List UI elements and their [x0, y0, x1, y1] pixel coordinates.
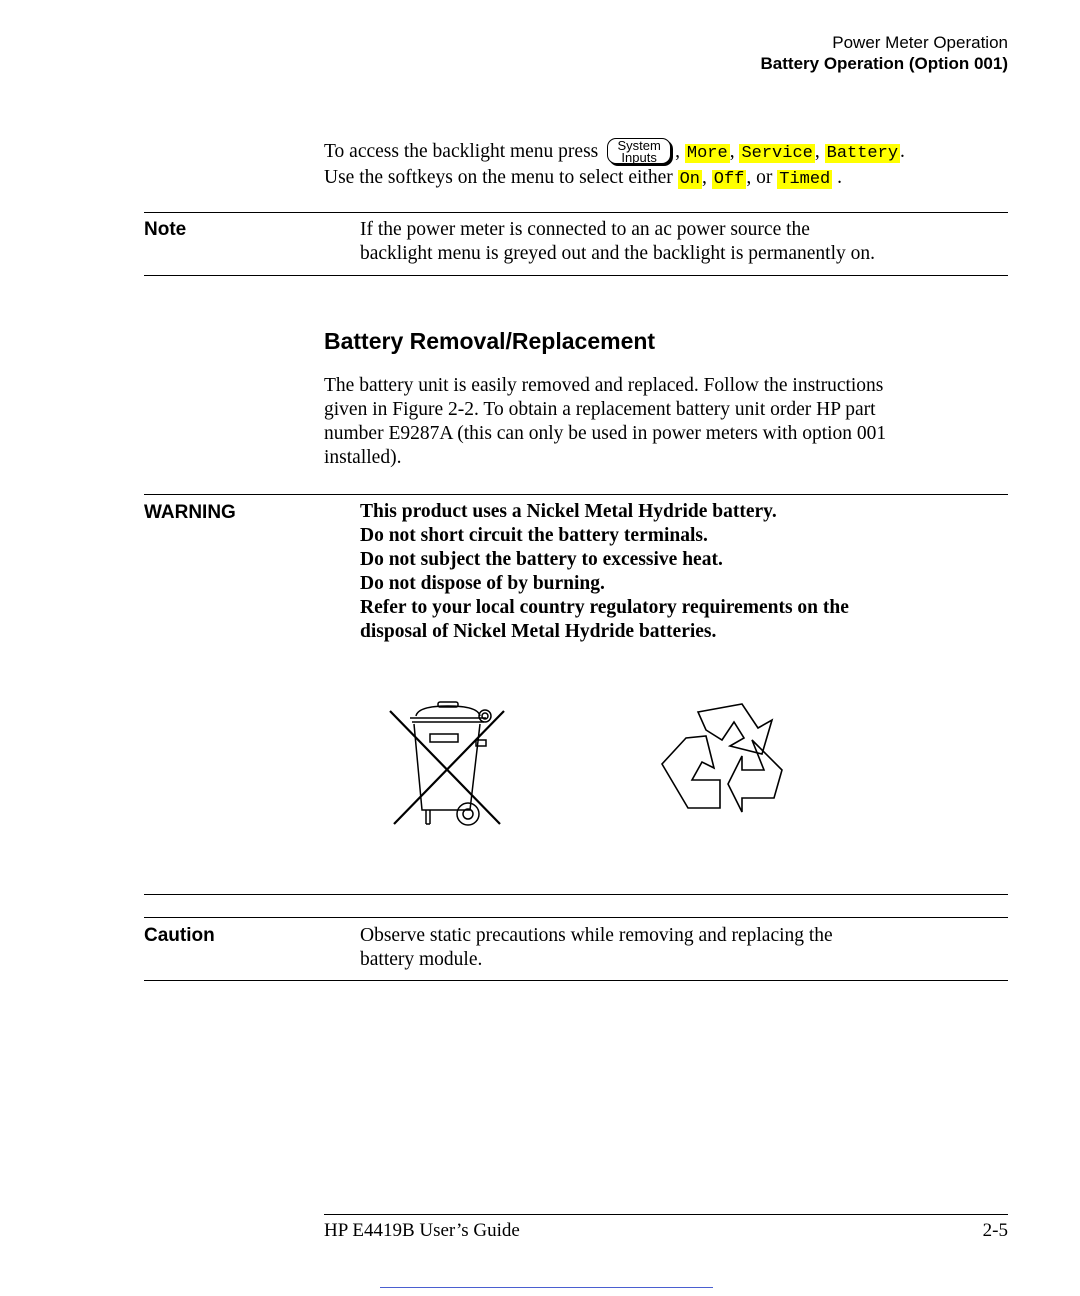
- footer-rule: [324, 1214, 1008, 1215]
- softkey-off: Off: [713, 170, 745, 189]
- softkey-battery: Battery: [826, 144, 899, 163]
- intro-paragraph: [324, 138, 1014, 192]
- note-top-rule: [144, 212, 1008, 213]
- caution-label: Caution: [144, 925, 215, 946]
- caution-text: [360, 924, 1000, 972]
- paragraph-line-4: installed).: [324, 447, 402, 468]
- header-chapter: Power Meter Operation: [832, 33, 1008, 52]
- softkey-more: More: [686, 144, 728, 163]
- caution-bottom-rule: [144, 980, 1008, 981]
- key-label-top: System: [617, 138, 661, 153]
- softkey-on: On: [679, 170, 701, 189]
- note-label: Note: [144, 219, 187, 240]
- recycle-icon: [658, 700, 788, 828]
- warning-line-1: This product uses a Nickel Metal Hydride battery.: [360, 501, 777, 522]
- note-line-1: If the power meter is connected to an ac power source the: [360, 219, 810, 240]
- warning-line-2: Do not short circuit the battery terminals.: [360, 525, 708, 546]
- note-text: [360, 218, 1000, 266]
- note-line-2: backlight menu is greyed out and the backlight is permanently on.: [360, 243, 875, 264]
- running-header: [761, 32, 1008, 74]
- paragraph-line-1: The battery unit is easily removed and replaced. Follow the instructions: [324, 375, 884, 396]
- section-heading: Battery Removal/Replacement: [324, 328, 656, 354]
- warning-top-rule: [144, 494, 1008, 495]
- note-bottom-rule: [144, 275, 1008, 276]
- bottom-link-underline: [380, 1287, 713, 1288]
- figure-bottom-rule: [144, 894, 1008, 895]
- intro-line-1: To access the backlight menu press System Inputs , More , Service , Battery .: [324, 138, 905, 165]
- warning-line-3: Do not subject the battery to excessive heat.: [360, 549, 723, 570]
- intro-line-2: Use the softkeys on the menu to select either On , Off , or Timed .: [324, 167, 843, 189]
- intro-line1-text: To access the backlight menu press: [324, 141, 599, 162]
- warning-line-5: Refer to your local country regulatory requirements on the: [360, 597, 849, 618]
- crossed-bin-icon: [386, 700, 510, 830]
- warning-text: [360, 500, 1000, 644]
- softkey-service: Service: [741, 144, 813, 163]
- paragraph-line-3: number E9287A (this can only be used in power meters with option 001: [324, 423, 887, 444]
- system-inputs-key: [607, 138, 673, 166]
- header-section: Battery Operation (Option 001): [760, 54, 1008, 73]
- footer-title: HP E4419B User’s Guide: [324, 1220, 520, 1241]
- section-paragraph: [324, 374, 1014, 470]
- caution-line-2: battery module.: [360, 949, 483, 970]
- intro-line2-text: Use the softkeys on the menu to select either: [324, 167, 673, 188]
- paragraph-line-2: given in Figure 2-2. To obtain a replacement battery unit order HP part: [324, 399, 876, 420]
- warning-label: WARNING: [144, 502, 236, 523]
- footer-page-number: 2-5: [982, 1220, 1008, 1241]
- warning-line-6: disposal of Nickel Metal Hydride batteries.: [360, 621, 717, 642]
- caution-top-rule: [144, 917, 1008, 918]
- caution-line-1: Observe static precautions while removing and replacing the: [360, 925, 833, 946]
- warning-line-4: Do not dispose of by burning.: [360, 573, 605, 594]
- key-label-bottom: Inputs: [621, 150, 657, 165]
- or-word: or: [756, 167, 773, 188]
- softkey-timed: Timed: [779, 170, 831, 189]
